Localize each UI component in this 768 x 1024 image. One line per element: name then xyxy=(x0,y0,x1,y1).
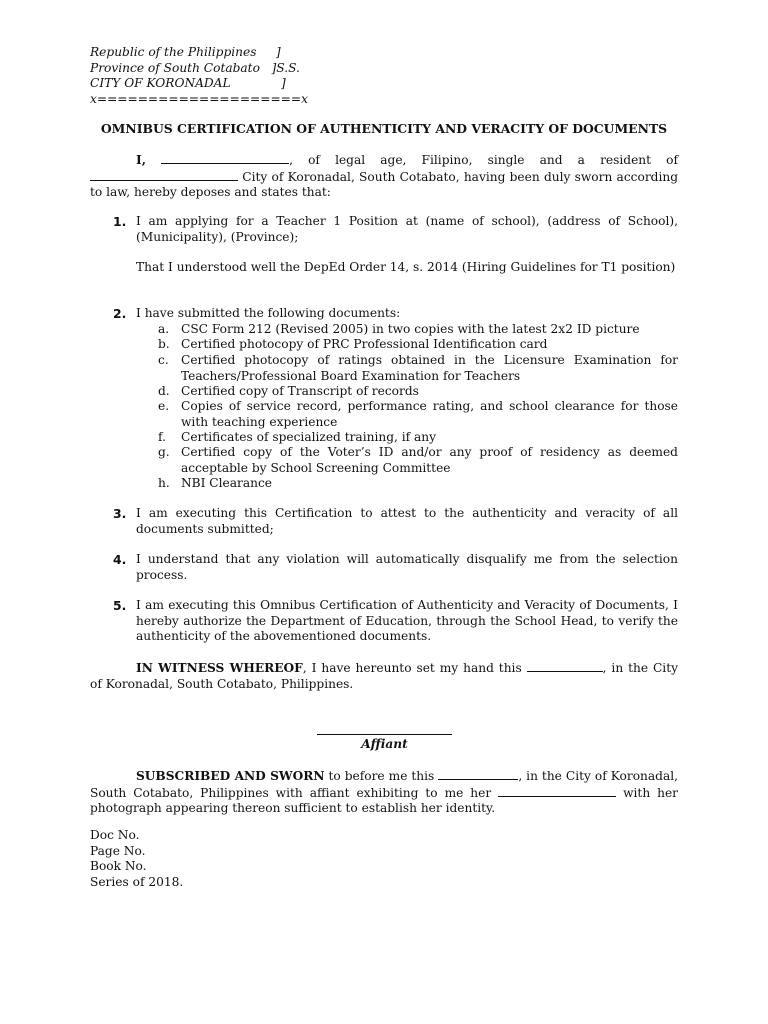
item-text-1b: That I understood well the DepEd Order 14, s. 2014 (Hiring Guidelines for T1 position) xyxy=(136,260,676,274)
item-number-3: 3. xyxy=(113,506,127,521)
witness-lead: IN WITNESS WHEREOF xyxy=(136,661,303,675)
doc-letter-d: d. xyxy=(158,384,170,398)
subscribed-text-3: with her photograph appearing thereon sufficient to establish her identity. xyxy=(90,785,678,815)
doc-text-e: Copies of service record, performance rating, and school clearance for those with teaching experience xyxy=(181,399,678,429)
item-number-5: 5. xyxy=(113,598,127,613)
item-number-1: 1. xyxy=(113,214,127,229)
venue-block xyxy=(90,45,308,107)
item-text-1: I am applying for a Teacher 1 Position at (name of school), (address of School), (Municipality), (Province); xyxy=(136,214,678,244)
series-label: Series of 2018. xyxy=(90,874,184,889)
id-blank[interactable] xyxy=(498,785,616,797)
witness-text-1: , I have hereunto set my hand this xyxy=(302,661,527,675)
intro-lead: I, xyxy=(136,153,146,167)
book-no-label: Book No. xyxy=(90,859,147,873)
item-number-2: 2. xyxy=(113,306,127,321)
doc-text-f: Certificates of specialized training, if any xyxy=(181,430,437,444)
sworn-date-blank[interactable] xyxy=(438,768,518,780)
subscribed-lead: SUBSCRIBED AND SWORN xyxy=(136,769,325,783)
intro-text-2: City of Koronadal, South Cotabato, having been duly sworn according to law, hereby deposes and states that: xyxy=(90,169,678,199)
item-text-5: I am executing this Omnibus Certification of Authenticity and Veracity of Documents, I hereby authorize the Department of Education, through the School Head, to verify the authenticity of the abovementioned documents. xyxy=(136,598,678,643)
page-no-label: Page No. xyxy=(90,843,146,858)
doc-text-d: Certified copy of Transcript of records xyxy=(181,384,419,398)
venue-line-republic: Republic of the Philippines ] xyxy=(90,45,281,59)
doc-letter-e: e. xyxy=(158,399,170,413)
doc-text-h: NBI Clearance xyxy=(181,476,272,490)
item-text-3: I am executing this Certification to attest to the authenticity and veracity of all documents submitted; xyxy=(136,506,678,536)
subscribed-text-1: to before me this xyxy=(324,769,439,783)
venue-line-province: Province of South Cotabato ]S.S. xyxy=(90,60,300,75)
name-blank[interactable] xyxy=(161,152,289,164)
item-number-4: 4. xyxy=(113,552,127,567)
notary-entries xyxy=(90,828,183,890)
witness-text-2: , in the City of Koronadal, South Cotabato, Philippines. xyxy=(90,661,678,691)
witness-date-blank[interactable] xyxy=(527,660,603,672)
subscribed-text-2: , in the City of Koronadal, South Cotabato, Philippines with affiant exhibiting to me her xyxy=(90,769,678,800)
subscribed-paragraph xyxy=(90,768,678,817)
item-text-2: I have submitted the following documents: xyxy=(136,306,401,320)
doc-letter-h: h. xyxy=(158,476,170,490)
venue-line-city: CITY OF KORONADAL ] xyxy=(90,76,286,90)
affiant-label: Affiant xyxy=(361,737,408,751)
doc-no-label: Doc No. xyxy=(90,828,140,842)
doc-letter-a: a. xyxy=(158,322,170,336)
doc-letter-f: f. xyxy=(158,430,166,444)
intro-text-1: , of legal age, Filipino, single and a resident of xyxy=(289,153,678,167)
witness-paragraph xyxy=(90,660,678,692)
doc-letter-b: b. xyxy=(158,337,170,351)
doc-text-g: Certified copy of the Voter’s ID and/or any proof of residency as deemed acceptable by School Screening Committee xyxy=(181,445,678,475)
doc-letter-c: c. xyxy=(158,353,169,367)
doc-text-a: CSC Form 212 (Revised 2005) in two copies with the latest 2x2 ID picture xyxy=(181,322,640,336)
affiant-signature-line[interactable] xyxy=(317,734,452,735)
doc-text-c: Certified photocopy of ratings obtained in the Licensure Examination for Teachers/Professional Board Examination for Teachers xyxy=(181,353,678,383)
intro-paragraph xyxy=(90,152,678,201)
doc-text-b: Certified photocopy of PRC Professional Identification card xyxy=(181,337,548,351)
venue-line-separator: x====================x xyxy=(90,91,308,106)
doc-letter-g: g. xyxy=(158,445,170,459)
document-title: OMNIBUS CERTIFICATION OF AUTHENTICITY AND VERACITY OF DOCUMENTS xyxy=(100,121,668,136)
item-text-4: I understand that any violation will automatically disqualify me from the selection process. xyxy=(136,552,678,582)
residence-blank[interactable] xyxy=(90,169,238,181)
